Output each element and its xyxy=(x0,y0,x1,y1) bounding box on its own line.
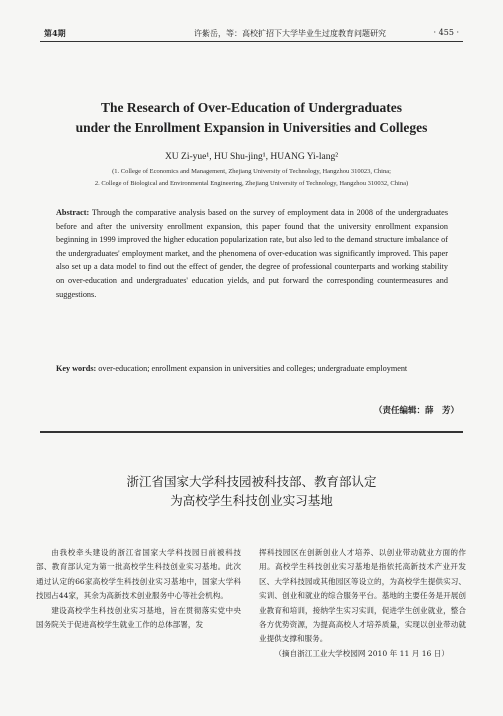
page-number: · 455 · xyxy=(433,28,459,37)
news-source: （摘自浙江工业大学校园网 2010 年 11 月 16 日） xyxy=(274,649,449,658)
running-header xyxy=(44,20,459,42)
news-title-line-2: 为高校学生科技创业实习基地 xyxy=(170,493,333,508)
issue-number: 第4期 xyxy=(44,28,66,38)
news-column-left xyxy=(36,546,241,632)
abstract-text: Through the comparative analysis based on the survey of employment data in 2008 of the undergraduates before and after the university enrollment expansion, this paper found that the university enrollment expansion beginning in 1999 improved the higher education popularization rate, but also led to the demand structure imbalance of the undergraduates' employment market, and the phenomena of over-education was significantly improved. This paper also set up a data model to find out the effect of gender, the degree of professional counterparts and working stability on over-education and undergraduates' education yields, and put forward the corresponding countermeasures and suggestions. xyxy=(56,208,449,299)
news-paragraph-3: 挥科技园区在创新创业人才培养、以创业带动就业方面的作用。高校学生科技创业实习基地是指依托高新技术产业开发区、大学科技园或其他园区等设立的，为高校学生提供实习、实训、创业和就业的综合服务平台。基地的主要任务是开展创业教育和培训，接纳学生实习实训，促进学生创业就业，整合各方优势资源，为提高高校人才培养质量，实现以创业带动就业提供支撑和服务。 xyxy=(259,548,466,644)
news-title-line-1: 浙江省国家大学科技园被科技部、教育部认定 xyxy=(126,474,377,489)
keywords-label: Key words: xyxy=(56,364,97,373)
news-column-right xyxy=(259,546,466,647)
running-title: 许紫岳，等：高校扩招下大学毕业生过度教育问题研究 xyxy=(194,29,386,38)
news-title xyxy=(0,472,503,510)
title-line-2: under the Enrollment Expansion in Universities and Colleges xyxy=(75,120,428,135)
section-divider xyxy=(40,431,463,433)
title-line-1: The Research of Over-Education of Undergraduates xyxy=(100,100,403,115)
keywords-text: over-education; enrollment expansion in universities and colleges; undergraduate employment xyxy=(98,364,408,373)
news-paragraph-1: 由我校牵头建设的浙江省国家大学科技园日前被科技部、教育部认定为第一批高校学生科技创业实习基地。此次通过认定的66家高校学生科技创业实习基地中，国家大学科技园占44家，其余为高新技术创业服务中心等社会机构。 xyxy=(36,548,241,601)
header-rule xyxy=(40,41,463,42)
abstract xyxy=(56,206,448,301)
abstract-label: Abstract: xyxy=(56,208,90,217)
responsible-editor: （责任编辑：薛 芳） xyxy=(373,406,459,416)
news-paragraph-2: 建设高校学生科技创业实习基地，旨在贯彻落实党中央国务院关于促进高校学生就业工作的总体部署，发 xyxy=(36,605,241,630)
keywords xyxy=(56,362,448,376)
affiliation-2: 2. College of Biological and Environmental Engineering, Zhejiang University of Technology, Hangzhou 310032, China) xyxy=(94,180,409,187)
affiliation-1: (1. College of Economics and Management, Zhejiang University of Technology, Hangzhou 310023, China; xyxy=(112,168,391,175)
article-title xyxy=(0,98,503,138)
authors: XU Zi-yue¹, HU Shu-jing¹, HUANG Yi-lang² xyxy=(164,152,339,162)
